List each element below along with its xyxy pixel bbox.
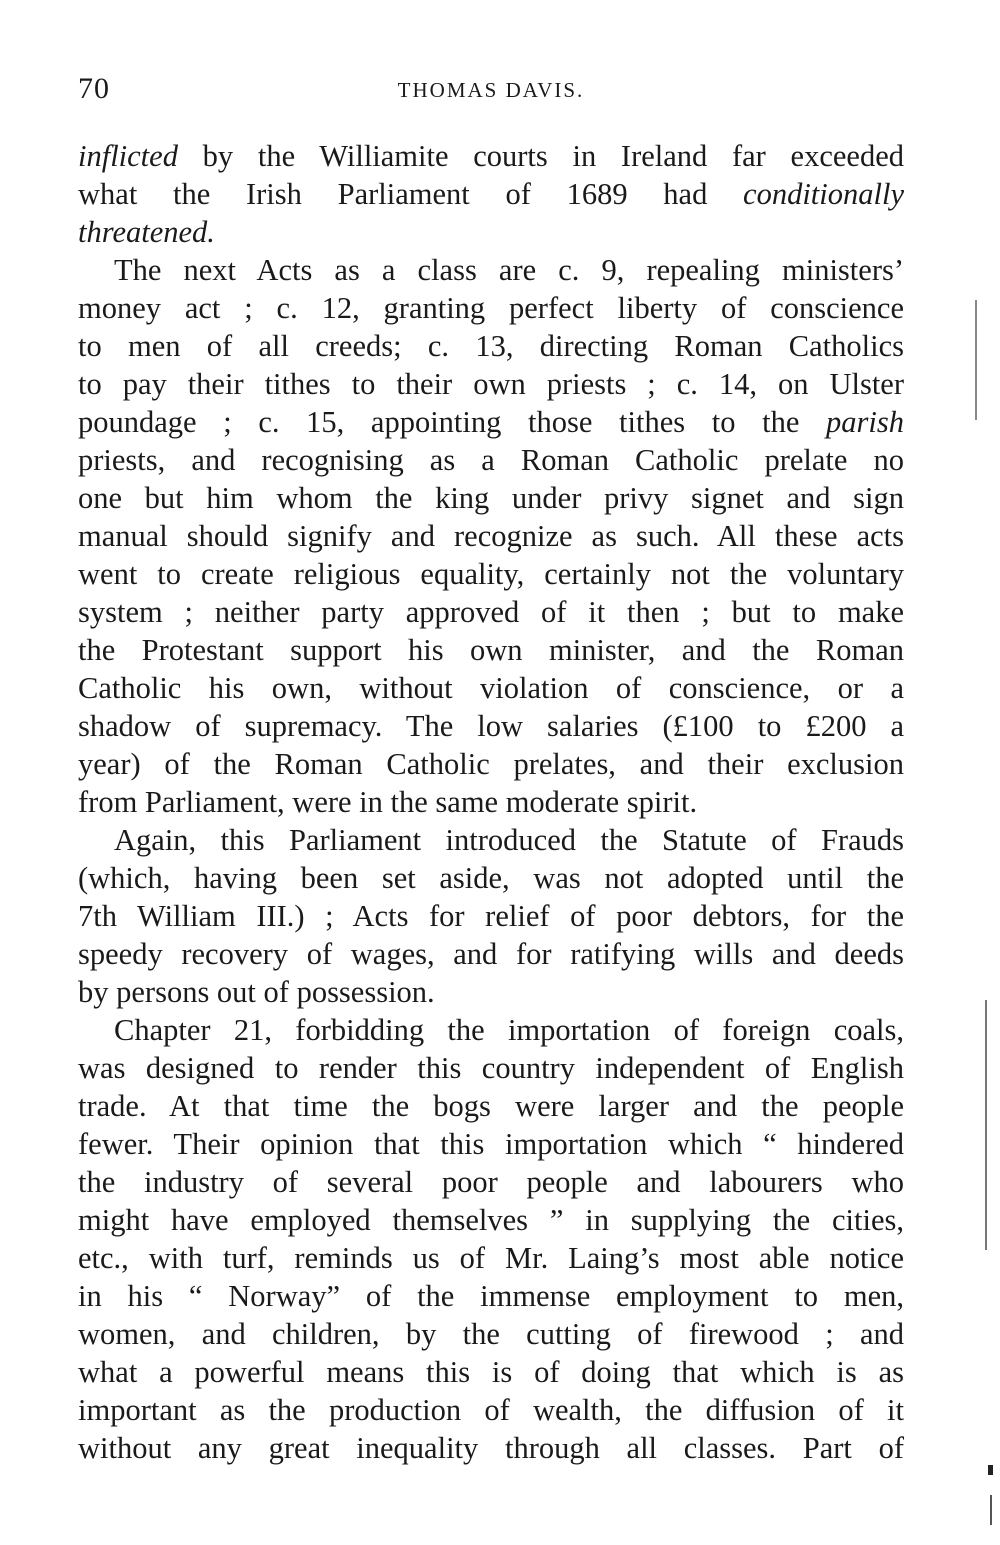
running-head: THOMAS DAVIS.: [397, 78, 585, 102]
paragraph-4: [78, 1011, 904, 1467]
text-line: the Protestant support his own minister, and the Roman: [78, 633, 904, 667]
text-line: The next Acts as a class are c. 9, repealing ministers’: [114, 253, 904, 287]
text-line: Catholic his own, without violation of conscience, or a: [78, 671, 904, 705]
text-run: poundage ; c. 15, appointing those tithes to the: [78, 405, 827, 439]
text-line: priests, and recognising as a Roman Catholic prelate no: [78, 443, 904, 477]
text-line: was designed to render this country independent of English: [78, 1051, 904, 1085]
text-line: without any great inequality through all classes. Part of: [78, 1431, 904, 1465]
page-header: [78, 72, 904, 112]
italic-text: parish: [826, 405, 904, 439]
text-run: by the Williamite courts in Ireland far exceeded: [177, 139, 904, 173]
body-text: [78, 137, 904, 1467]
text-line: (which, having been set aside, was not adopted until the: [78, 861, 904, 895]
text-line: money act ; c. 12, granting perfect liberty of conscience: [78, 291, 904, 325]
page-number: 70: [78, 72, 110, 105]
text-run: what the Irish Parliament of 1689 had: [78, 177, 744, 211]
text-line: in his “ Norway” of the immense employment to men,: [78, 1279, 904, 1313]
paragraph-2: [78, 251, 904, 821]
text-line: to pay their tithes to their own priests ; c. 14, on Ulster: [78, 367, 904, 401]
text-line: fewer. Their opinion that this importation which “ hindered: [78, 1127, 904, 1161]
text-line: by persons out of possession.: [78, 975, 435, 1009]
scan-edge-mark: [985, 1000, 987, 1250]
text-line: [78, 403, 904, 441]
text-line: Chapter 21, forbidding the importation of foreign coals,: [114, 1013, 904, 1047]
text-line: to men of all creeds; c. 13, directing Roman Catholics: [78, 329, 904, 363]
scan-edge-mark: [975, 300, 977, 420]
text-line: 7th William III.) ; Acts for relief of poor debtors, for the: [78, 899, 904, 933]
italic-text: threatened.: [78, 215, 215, 249]
text-line: system ; neither party approved of it then ; but to make: [78, 595, 904, 629]
text-line: etc., with turf, reminds us of Mr. Laing’s most able notice: [78, 1241, 904, 1275]
text-line: what a powerful means this is of doing that which is as: [78, 1355, 904, 1389]
text-line: manual should signify and recognize as such. All these acts: [78, 519, 904, 553]
text-line: trade. At that time the bogs were larger and the people: [78, 1089, 904, 1123]
text-line: important as the production of wealth, the diffusion of it: [78, 1393, 904, 1427]
italic-text: conditionally: [743, 177, 904, 211]
text-line: speedy recovery of wages, and for ratifying wills and deeds: [78, 937, 904, 971]
scan-edge-mark: [990, 1495, 992, 1525]
text-line: the industry of several poor people and labourers who: [78, 1165, 904, 1199]
text-line: went to create religious equality, certainly not the voluntary: [78, 557, 904, 591]
paragraph-3: [78, 821, 904, 1011]
text-line: [78, 137, 904, 175]
text-line: might have employed themselves ” in supplying the cities,: [78, 1203, 904, 1237]
text-line: Again, this Parliament introduced the Statute of Frauds: [114, 823, 904, 857]
text-line: one but him whom the king under privy signet and sign: [78, 481, 904, 515]
text-line: from Parliament, were in the same moderate spirit.: [78, 785, 698, 819]
text-line: shadow of supremacy. The low salaries (£100 to £200 a: [78, 709, 904, 743]
text-line: year) of the Roman Catholic prelates, and their exclusion: [78, 747, 904, 781]
scan-edge-mark: [988, 1465, 993, 1475]
text-line: [78, 175, 904, 213]
italic-text: inflicted: [78, 139, 178, 173]
paragraph-1: [78, 137, 904, 251]
text-line: women, and children, by the cutting of firewood ; and: [78, 1317, 904, 1351]
text-line: [78, 213, 904, 251]
